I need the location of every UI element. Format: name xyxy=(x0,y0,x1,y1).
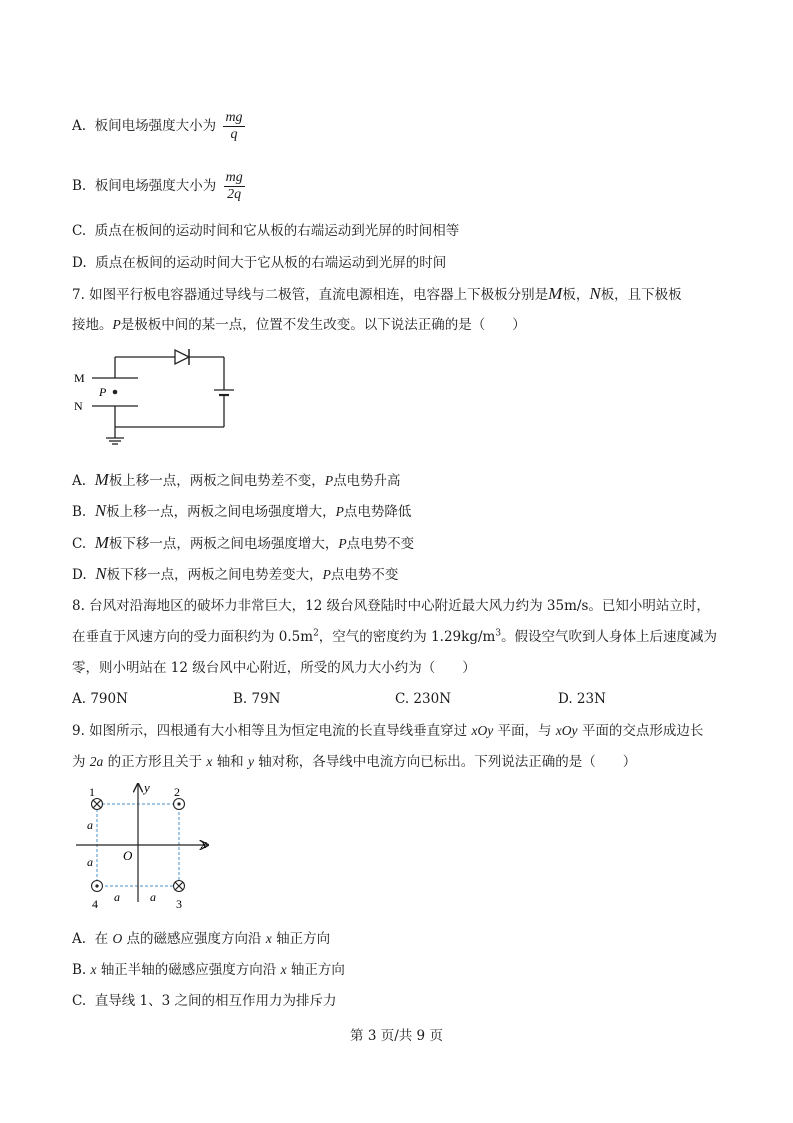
q9-option-b xyxy=(72,960,345,980)
q8-stem-line1 xyxy=(72,596,710,616)
q6-option-b-text: 板间电场强度大小为 xyxy=(94,178,217,194)
q6-option-b xyxy=(72,170,245,203)
q7-stem-text: 是极板中间的某一点，位置不发生改变。以下说法正确的是（ ） xyxy=(120,317,526,333)
q7-stem-text: 接地。 xyxy=(72,317,113,333)
label-wire-4: 4 xyxy=(92,897,98,911)
battery-icon xyxy=(214,390,234,395)
q9-option-b-text: 轴正半轴的磁感应强度方向沿 xyxy=(100,962,277,978)
q8-stem-line2 xyxy=(72,627,717,647)
q7-option-b-label: B. xyxy=(72,504,87,520)
q9-stem-line2 xyxy=(72,752,636,772)
q7-option-d-var2: P xyxy=(322,567,331,582)
q9-option-a-var-x: x xyxy=(265,931,272,946)
q9-option-c-text: 直导线 1、3 之间的相互作用力为排斥力 xyxy=(94,993,337,1009)
q9-option-a xyxy=(72,929,330,949)
wire-2-out-icon xyxy=(174,799,185,810)
q7-option-d-var: N xyxy=(95,564,107,583)
superscript: 3 xyxy=(495,628,502,639)
q7-option-a xyxy=(72,470,401,491)
page-footer: 第 3 页/共 9 页 xyxy=(350,1028,443,1044)
label-a-bottom-right: a xyxy=(150,890,156,904)
fraction-numerator: mg xyxy=(225,170,243,185)
q7-option-b xyxy=(72,501,411,522)
q9-stem-text: 轴对称，各导线中电流方向已标出。下列说法正确的是（ ） xyxy=(258,754,637,770)
q7-option-a-var: M xyxy=(94,470,109,489)
wire-4-out-icon xyxy=(92,881,103,892)
q9-var-xoy: xOy xyxy=(555,723,578,738)
q6-option-c xyxy=(72,221,459,241)
q9-option-b-text: 轴正方向 xyxy=(290,962,345,978)
q9-stem-text: 为 xyxy=(72,754,86,770)
label-wire-3: 3 xyxy=(176,897,182,911)
q7-option-a-label: A. xyxy=(72,473,87,489)
label-m: M xyxy=(74,371,85,385)
q9-wires-diagram xyxy=(70,780,220,915)
q7-option-d-text2: 点电势不变 xyxy=(330,567,399,583)
label-wire-2: 2 xyxy=(174,785,180,799)
q9-stem-text: 的正方形且关于 xyxy=(107,754,203,770)
label-o: O xyxy=(123,848,133,863)
q9-stem-text: 平面，与 xyxy=(497,723,552,739)
label-a-left-top: a xyxy=(87,818,93,832)
q7-option-a-var2: P xyxy=(324,473,334,488)
q7-option-d xyxy=(72,564,398,585)
q6-option-d-text: 质点在板间的运动时间大于它从板的右端运动到光屏的时间 xyxy=(95,255,447,271)
q9-var-2a: 2a xyxy=(89,754,104,769)
q7-option-d-text: 板下移一点，两板之间电势差变大， xyxy=(106,567,323,583)
q7-option-b-text2: 点电势降低 xyxy=(343,504,412,520)
q7-option-b-var2: P xyxy=(335,504,344,519)
q6-option-b-fraction xyxy=(224,170,245,203)
q7-option-c-var: M xyxy=(94,533,109,552)
ground-icon xyxy=(106,438,124,444)
q9-option-a-text: 轴正方向 xyxy=(276,931,331,947)
q8-stem-text: 8. 台风对沿海地区的破坏力非常巨大，12 级台风登陆时中心附近最大风力约为 35m/s。已知小明站立时， xyxy=(72,598,710,614)
q6-option-a-text: 板间电场强度大小为 xyxy=(94,118,217,134)
wire-3-into-icon xyxy=(174,881,185,892)
q7-option-b-text: 板上移一点，两板之间电场强度增大， xyxy=(106,504,336,520)
q6-option-a-fraction xyxy=(223,110,244,143)
q7-option-c-label: C. xyxy=(72,536,87,552)
point-p-dot xyxy=(113,390,118,395)
q8-stem-line3 xyxy=(72,658,476,678)
q9-stem-line1 xyxy=(72,721,703,741)
label-n: N xyxy=(74,399,83,413)
q7-option-b-var: N xyxy=(94,501,107,520)
q6-option-a-label: A. xyxy=(72,118,87,134)
q7-option-c-text: 板下移一点，两板之间电场强度增大， xyxy=(108,536,339,552)
label-a-bottom-left: a xyxy=(114,890,120,904)
diode-icon xyxy=(175,349,189,365)
q8-option-a: A. 790N xyxy=(72,691,128,707)
q7-stem-text: 板，且下极板 xyxy=(600,287,682,303)
label-p: P xyxy=(99,385,107,399)
q8-stem-text: ，空气的密度约为 1.29kg/m xyxy=(318,629,496,645)
q6-option-d xyxy=(72,253,446,273)
q8-stem-text: 在垂直于风速方向的受力面积约为 0.5m xyxy=(72,629,314,645)
label-a-left-bottom: a xyxy=(87,855,93,869)
q7-var-m: M xyxy=(548,284,563,303)
q6-option-c-text: 质点在板间的运动时间和它从板的右端运动到光屏的时间相等 xyxy=(94,223,460,239)
wire-1-into-icon xyxy=(92,799,103,810)
q7-option-a-text2: 点电势升高 xyxy=(333,473,401,489)
q7-stem-text: 7. 如图平行板电容器通过导线与二极管，直流电源相连，电容器上下极板分别是 xyxy=(72,287,549,303)
q7-option-c-var2: P xyxy=(338,536,347,551)
q9-option-c-label: C. xyxy=(72,993,87,1009)
q8-option-b: B. 79N xyxy=(233,691,281,707)
q9-var-y: y xyxy=(247,754,254,769)
fraction-denominator: 2q xyxy=(227,187,242,202)
q7-var-p: P xyxy=(112,317,121,332)
q7-option-a-text: 板上移一点，两板之间电势差不变， xyxy=(108,473,325,489)
q9-option-b-label: B. xyxy=(72,962,87,978)
superscript: 2 xyxy=(313,628,319,639)
fraction-numerator: mg xyxy=(225,110,243,125)
q9-stem-text: 9. 如图所示，四根通有大小相等且为恒定电流的长直导线垂直穿过 xyxy=(72,723,468,739)
q7-option-c-text2: 点电势不变 xyxy=(346,536,415,552)
label-x: x xyxy=(201,836,207,851)
q9-stem-text: 轴和 xyxy=(216,754,244,770)
q7-stem-line2 xyxy=(72,315,526,335)
q7-stem-line1 xyxy=(72,284,682,305)
q7-circuit-diagram xyxy=(68,340,248,455)
q9-option-a-label: A. xyxy=(72,931,87,947)
q9-option-b-var-x: x xyxy=(280,962,287,977)
q9-option-c xyxy=(72,991,337,1011)
q9-option-b-var-x: x xyxy=(90,962,97,977)
q8-option-c: C. 230N xyxy=(395,691,452,707)
q8-stem-text: 。假设空气吹到人身体上后速度减为 xyxy=(501,629,718,645)
q8-option-d: D. 23N xyxy=(558,691,606,707)
q8-stem-text: 零，则小明站在 12 级台风中心附近，所受的风力大小约为（ ） xyxy=(72,660,476,676)
q9-option-a-text: 在 xyxy=(94,931,109,947)
q6-option-c-label: C. xyxy=(72,223,87,239)
q9-stem-text: 平面的交点形成边长 xyxy=(581,723,704,739)
q9-option-a-var-o: O xyxy=(112,931,123,946)
q9-option-a-text: 点的磁感应强度方向沿 xyxy=(126,931,262,947)
q7-var-n: N xyxy=(589,284,601,303)
q9-var-xoy: xOy xyxy=(471,723,494,738)
q6-option-a xyxy=(72,110,245,143)
q7-option-d-label: D. xyxy=(72,567,87,583)
q6-option-b-label: B. xyxy=(72,178,87,194)
q6-option-d-label: D. xyxy=(72,255,87,271)
q7-option-c xyxy=(72,533,414,554)
q7-stem-text: 板， xyxy=(562,287,590,303)
label-y: y xyxy=(144,780,150,795)
fraction-denominator: q xyxy=(230,127,238,142)
label-wire-1: 1 xyxy=(89,785,95,799)
q9-var-x: x xyxy=(206,754,213,769)
